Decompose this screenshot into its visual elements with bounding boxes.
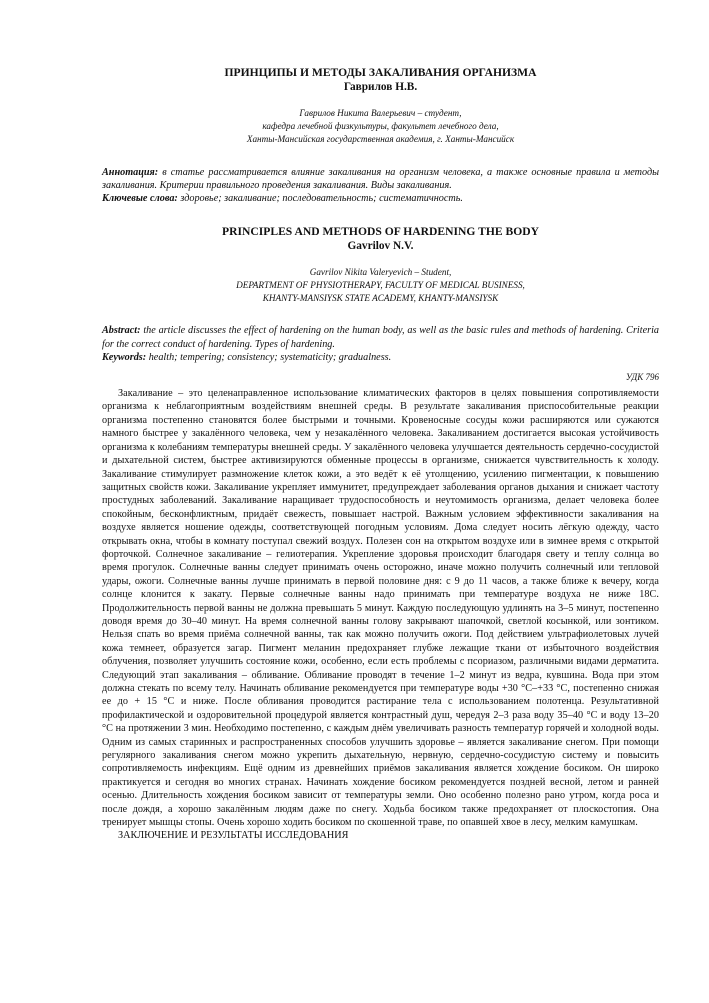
ru-abstract-text: в статье рассматривается влияние закаливания на организм человека, а также основные правила и методы закаливания. Критерии правильного проведения закаливания. Виды закаливания.	[102, 166, 659, 192]
en-keywords	[102, 351, 659, 364]
en-author: Gavrilov N.V.	[347, 239, 414, 252]
ru-title: ПРИНЦИПЫ И МЕТОДЫ ЗАКАЛИВАНИЯ ОРГАНИЗМА	[224, 66, 537, 79]
udc-code: УДК 796	[625, 371, 659, 382]
ru-affiliation	[102, 107, 659, 147]
section-heading: ЗАКЛЮЧЕНИЕ И РЕЗУЛЬТАТЫ ИССЛЕДОВАНИЯ	[118, 830, 349, 842]
en-affil-line-1: Gavrilov Nikita Valeryevich – Student,	[309, 266, 452, 277]
ru-keywords-text: здоровье; закаливание; последовательность; систематичность.	[177, 193, 463, 205]
ru-abstract-label: Аннотация:	[102, 166, 159, 178]
body-paragraph: Закаливание – это целенаправленное использование климатических факторов в целях повышения сопротивляемости организма к неблагоприятным воздействиям внешней среды. В результате закаливания приспособительные реакции организма постепенно становятся более быстрыми и точными. Кровеносные сосуды кожи расширяются или сужаются намного быстрее у закалённого человека, чем у незакалённого человека. Закаливанием достигается высокая устойчивость организма к колебаниям температуры внешней среды. У закалённого человека улучшается деятельность сердечно-сосудистой и дыхательной систем, быстрее активизируются обменные процессы в организме, снижается чувствительность к холоду. Закаливание стимулирует размножение клеток кожи, а это ведёт к её утолщению, усилению пигментации, к повышению защитных свойств кожи. Закаливание укрепляет иммунитет, предупреждает заболевания органов дыхания и снижает частоту простудных заболеваний. Закаливание наращивает трудоспособность и неутомимость организма, делает человека более спокойным, бесконфликтным, придаёт свежесть, повышает настрой. Важным условием эффективности закаливания на воздухе является ношение одежды, соответствующей погодным условиям. Дома следует носить лёгкую одежду, часто открывать окна, чтобы в комнату поступал свежий воздух. Полезен сон на открытом воздухе или в зимнее время с открытой форточкой. Солнечное закаливание – гелиотерапия. Укрепление здоровья происходит благодаря свету и теплу солнца во время прогулок. Солнечные ванны следует принимать очень осторожно, иначе можно получить солнечный или тепловой удары, ожоги. Солнечные ванны лучше принимать в первой половине дня: с 9 до 11 часов, а также ближе к вечеру, когда солнце клонится к закату. Первые солнечные ванны надо принимать при температуре воздуха не ниже 18С. Продолжительность первой ванны не должна превышать 5 минут. Каждую последующую удлинять на 3–5 минут, постепенно доводя время до 30–40 минут. На время солнечной ванны голову закрывают шапочкой, светлой косынкой, или зонтиком. Нельзя спать во время приёма солнечной ванны, так как можно получить ожоги. Под действием ультрафиолетовых лучей кожа темнеет, образуется загар. Пигмент меланин предохраняет глубже лежащие ткани от избыточного воздействия облучения, позволяет улучшить состояние кожи, особенно, если есть проблемы с псориазом, различными видами дерматита. Следующий этап закаливания – обливание. Обливание проводят в течение 1–2 минут из ведра, кувшина. Вода при этом должна стекать по всему телу. Начинать обливание рекомендуется при температуре воды +30 °С–+33 °С, постепенно снижая ее до + 15 °С и ниже. После обливания проводится растирание тела с использованием полотенца. Результативной профилактической и оздоровительной процедурой является контрастный душ, чередуя 2–3 раза воду 35–40 °С и воду 13–20 °С на протяжении 3 мин. Необходимо постепенно, с каждым днём увеличивать разность температур горячей и холодной воды. Одним из самых старинных и распространенных способов улучшить здоровье – является закаливание снегом. При помощи регулярного закаливания снегом можно укрепить дыхательную, нервную, сердечно-сосудистую систему и повысить сопротивляемость инфекциям. Ещё одним из древнейших приёмов закаливания является хождение босиком. Он широко практикуется и сегодня во многих странах. Начинать хождение босиком рекомендуется поздней весной, летом и ранней осенью. Длительность хождения босиком зависит от температуры земли. Оно особенно полезно рано утром, когда роса и после дождя, а хорошо закалённым людям даже по снегу. Ходьба босиком также предохраняет от плоскостопия. Она тренирует мышцы стопы. Очень хорошо ходить босиком по скошенной траве, по опавшей хвое в лесу, мелким камушкам.	[102, 388, 659, 829]
en-keywords-label: Keywords:	[102, 352, 147, 364]
ru-author: Гаврилов Н.В.	[343, 81, 418, 93]
ru-abstract-block	[102, 166, 659, 206]
en-affiliation	[102, 266, 659, 306]
ru-keywords	[102, 192, 659, 205]
en-abstract-label: Abstract:	[102, 325, 141, 337]
en-abstract	[102, 324, 659, 351]
ru-keywords-label: Ключевые слова:	[102, 193, 178, 205]
ru-affil-line-2: кафедра лечебной физкультуры, факультет лечебного дела,	[262, 121, 499, 132]
en-abstract-text: the article discusses the effect of hardening on the human body, as well as the basic rules and methods of hardening. Criteria for the correct conduct of hardening. Types of hardening.	[102, 325, 659, 350]
ru-abstract	[102, 166, 659, 193]
ru-affil-line-3: Ханты-Мансийская государственная академия, г. Ханты-Мансийск	[246, 134, 515, 145]
en-keywords-text: health; tempering; consistency; systematicity; gradualness.	[146, 352, 392, 364]
en-affil-line-3: KHANTY-MANSIYSK STATE ACADEMY, KHANTY-MANSIYSK	[262, 293, 499, 304]
en-title: PRINCIPLES AND METHODS OF HARDENING THE BODY	[222, 224, 539, 238]
en-abstract-block	[102, 324, 659, 364]
en-affil-line-2: DEPARTMENT OF PHYSIOTHERAPY, FACULTY OF MEDICAL BUSINESS,	[236, 280, 525, 291]
ru-affil-line-1: Гаврилов Никита Валерьевич – студент,	[299, 108, 462, 118]
